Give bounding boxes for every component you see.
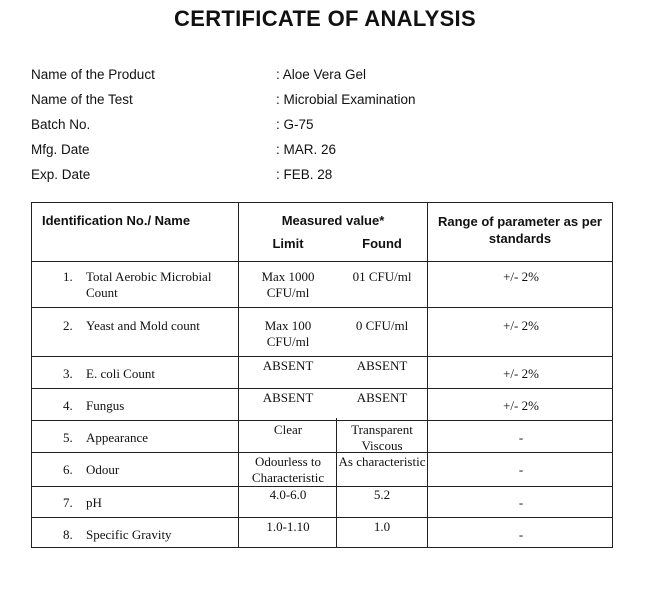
row-divider: [32, 356, 612, 357]
info-label: Mfg. Date: [31, 142, 90, 157]
row-range: -: [518, 462, 524, 477]
row-range: +/- 2%: [503, 366, 539, 381]
document-title: CERTIFICATE OF ANALYSIS: [174, 6, 476, 31]
header-range: Range of parameter as per standards: [437, 214, 602, 246]
row-limit: Max 1000 CFU/ml: [261, 269, 315, 300]
row-number: 8.: [63, 527, 73, 542]
row-divider: [32, 261, 612, 262]
info-label: Batch No.: [31, 117, 91, 132]
row-limit: ABSENT: [262, 390, 314, 405]
row-range: -: [518, 495, 524, 510]
row-range: -: [518, 430, 524, 445]
row-number: 4.: [63, 398, 73, 413]
row-number: 5.: [63, 430, 73, 445]
table-row-name: [32, 269, 238, 303]
row-name: Odour: [86, 462, 120, 477]
header-measured-value: Measured value*: [281, 213, 385, 228]
row-number: 6.: [63, 462, 73, 477]
info-value: : Microbial Examination: [276, 92, 416, 107]
row-divider: [32, 517, 612, 518]
row-name: E. coli Count: [86, 366, 155, 381]
row-limit: Clear: [273, 422, 303, 437]
row-range: +/- 2%: [503, 269, 539, 284]
row-divider: [32, 452, 612, 453]
info-value: : FEB. 28: [276, 167, 333, 182]
header-id-name: Identification No./ Name: [42, 213, 191, 228]
row-name: Appearance: [86, 430, 149, 445]
header-limit: Limit: [272, 236, 304, 251]
row-divider: [32, 420, 612, 421]
row-number: 2.: [63, 318, 73, 333]
row-number: 3.: [63, 366, 73, 381]
row-name: Yeast and Mold count: [86, 318, 200, 333]
row-found: Transparent Viscous: [351, 422, 413, 453]
info-label: Exp. Date: [31, 167, 91, 182]
row-divider: [32, 388, 612, 389]
row-found: 01 CFU/ml: [352, 269, 412, 284]
analysis-table: [31, 202, 613, 548]
row-name: Fungus: [86, 398, 125, 413]
row-range: -: [518, 527, 524, 542]
row-limit: Max 100 CFU/ml: [264, 318, 312, 349]
row-name: Specific Gravity: [86, 527, 172, 542]
row-name: pH: [86, 495, 102, 510]
row-found: ABSENT: [356, 358, 408, 373]
info-value: : Aloe Vera Gel: [276, 67, 367, 82]
info-label: Name of the Test: [31, 92, 133, 107]
row-range: +/- 2%: [503, 398, 539, 413]
row-range: +/- 2%: [503, 318, 539, 333]
row-found: ABSENT: [356, 390, 408, 405]
row-limit: 4.0-6.0: [269, 487, 307, 502]
row-found: 0 CFU/ml: [355, 318, 409, 333]
row-found: 1.0: [373, 519, 391, 534]
row-limit: 1.0-1.10: [266, 519, 310, 534]
header-found: Found: [362, 236, 402, 251]
row-number: 1.: [63, 269, 73, 284]
row-name: Total Aerobic Microbial Count: [86, 269, 212, 300]
row-found: 5.2: [373, 487, 391, 502]
row-limit: ABSENT: [262, 358, 314, 373]
info-value: : MAR. 26: [276, 142, 337, 157]
info-label: Name of the Product: [31, 67, 155, 82]
row-limit: Odourless to Characteristic: [251, 454, 325, 485]
row-found: As characteristic: [338, 454, 426, 469]
row-number: 7.: [63, 495, 73, 510]
row-divider: [32, 307, 612, 308]
info-value: : G-75: [276, 117, 314, 132]
